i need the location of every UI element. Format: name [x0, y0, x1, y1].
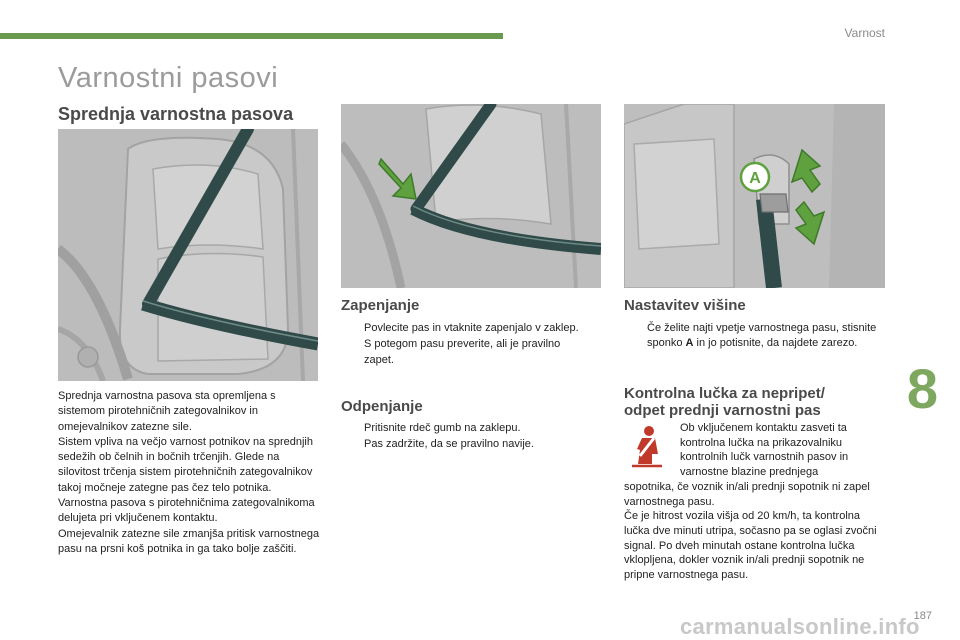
front-belts-heading: Sprednja varnostna pasova — [58, 104, 294, 124]
height-adjustment-steps — [624, 321, 884, 353]
warning-lamp-continuation: sopotnika, če voznik in/ali prednji sopotnik ni zapel varnostnega pasu. — [624, 480, 870, 508]
warning-lamp-paragraph-2: Če je hitrost vozila višja od 20 km/h, ta kontrolna lučka dve minuti utripa, sočasno pa se oglasi zvočni signal. Po dveh minutah ostane kontrolna lučka vklopljena, dokler voznik in/ali prednji sopotnik ne pripne varnostnega pasu. — [624, 510, 877, 582]
description-paragraph-3: Varnostna pasova s pirotehničnima zategovalnikoma delujeta pri vključenem kontaktu. — [58, 497, 315, 525]
warning-lamp-description — [624, 421, 882, 583]
callout-a-icon — [741, 163, 769, 191]
front-belts-description — [58, 389, 320, 557]
watermark: carmanualsonline.info — [680, 614, 920, 639]
warning-lamp-intro: Ob vključenem kontaktu zasveti ta kontrolna lučka na prikazovalniku kontrolnih lučk varnostnih pasov in varnostne blazine prednjega — [680, 422, 849, 479]
section-label: Varnost — [844, 26, 885, 40]
top-accent-bar — [0, 33, 503, 39]
front-seat-belt-photo — [58, 129, 318, 381]
height-adjustment-heading: Nastavitev višine — [624, 297, 746, 314]
chapter-number: 8 — [906, 357, 938, 420]
list-item: Povlecite pas in vtaknite zapenjalo v zaklep. — [364, 322, 579, 334]
fastening-steps — [341, 321, 587, 369]
list-item: S potegom pasu preverite, ali je pravilno zapet. — [364, 338, 561, 366]
fastening-photo — [341, 104, 601, 288]
fastening-heading: Zapenjanje — [341, 297, 420, 314]
description-paragraph-2: Sistem vpliva na večjo varnost potnikov na sprednjih sedežih ob čelnih in bočnih trčenjih. Glede na silovitost trčenja sistem pirotehničnih zategovalnikov takoj močneje zategne pas čez telo potnika. — [58, 435, 313, 494]
list-item: Pas zadržite, da se pravilno navije. — [364, 438, 534, 451]
list-item: Če želite najti vpetje varnostnega pasu, stisnite sponko A in jo potisnite, da najdete zarezo. — [647, 322, 877, 350]
list-item: Pritisnite rdeč gumb na zaklepu. — [364, 422, 521, 434]
height-adjustment-photo — [624, 104, 885, 288]
description-paragraph-1: Sprednja varnostna pasova sta opremljena s sistemom pirotehničnih zategovalnikov in omejevalnikov zatezne sile. — [58, 390, 276, 433]
callout-a-label: A — [749, 170, 761, 187]
description-paragraph-4: Omejevalnik zatezne sile zmanjša pritisk varnostnega pasu na prsni koš potnika in ga tako bolje zaščiti. — [58, 527, 320, 555]
page-title: Varnostni pasovi — [58, 62, 279, 94]
page-number: 187 — [913, 610, 932, 622]
unfastening-heading: Odpenjanje — [341, 398, 423, 415]
unfastening-steps — [341, 421, 587, 454]
warning-lamp-heading: Kontrolna lučka za nepripet/ odpet prednji varnostni pas — [624, 385, 825, 419]
